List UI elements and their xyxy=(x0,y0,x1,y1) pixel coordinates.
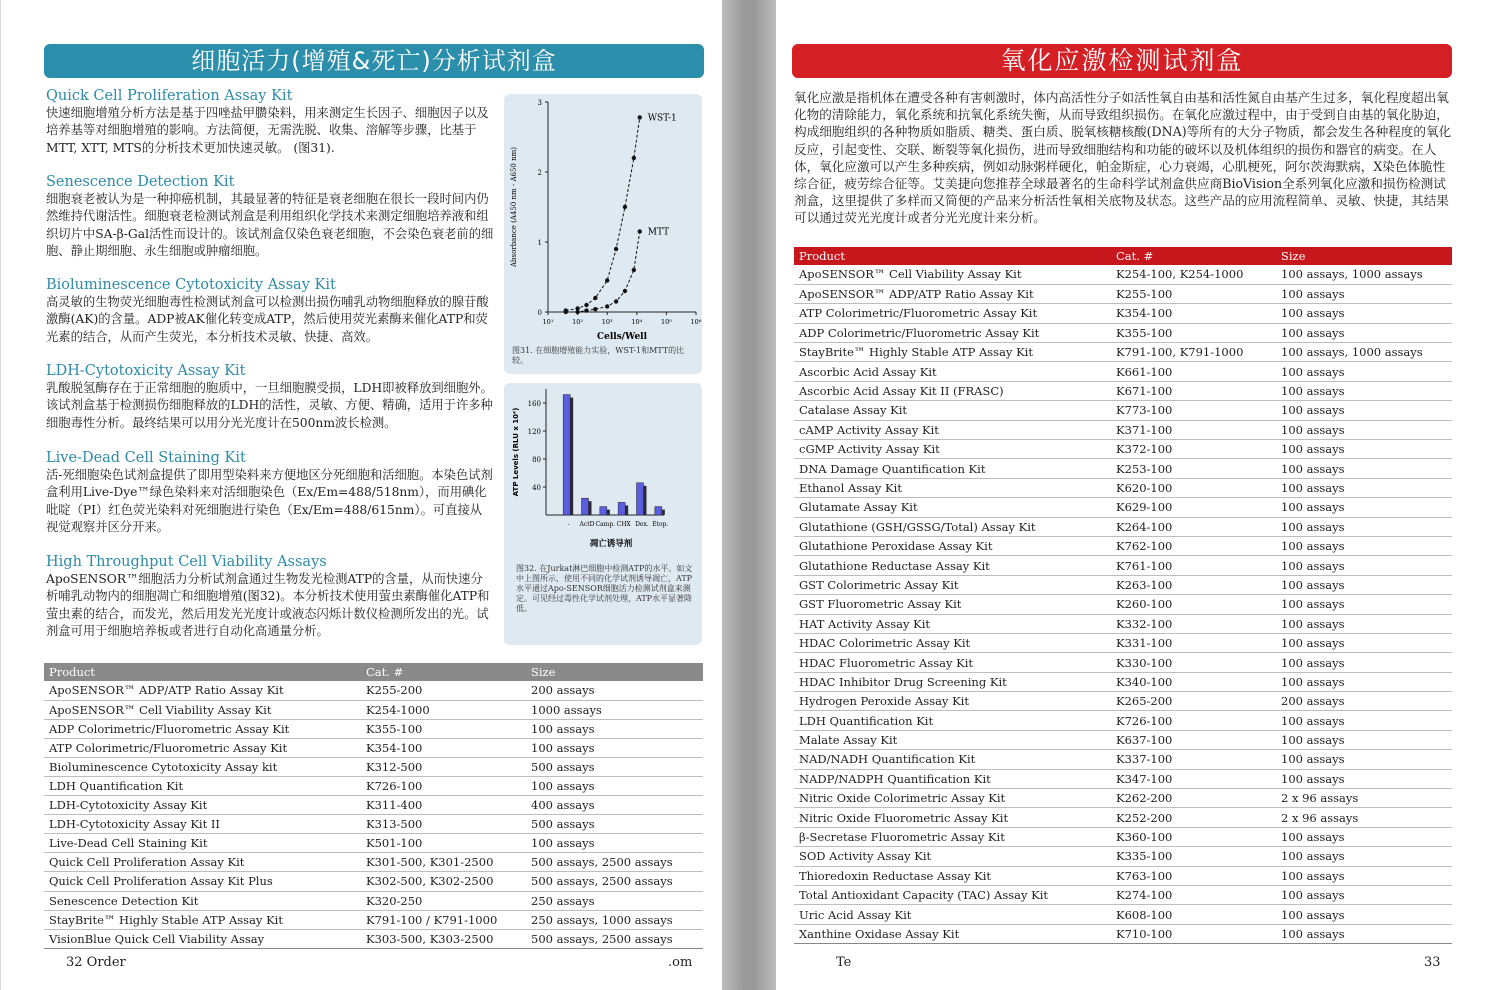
section-senescence xyxy=(46,173,494,260)
size-cell: 1000 assays xyxy=(526,700,703,719)
cat-cell: K372-100 xyxy=(1111,440,1276,459)
product-cell: Glutathione Reductase Assay Kit xyxy=(794,556,1111,575)
cat-cell: K264-100 xyxy=(1111,517,1276,536)
x-tick-label: 10¹ xyxy=(542,318,554,326)
size-cell: 100 assays xyxy=(526,834,703,853)
section-title: Bioluminescence Cytotoxicity Assay Kit xyxy=(46,277,336,293)
cat-cell: K763-100 xyxy=(1111,866,1276,885)
right-page xyxy=(776,0,1496,990)
table-row xyxy=(44,719,703,738)
table-row xyxy=(794,672,1452,691)
table-row xyxy=(794,459,1452,478)
data-point xyxy=(584,308,588,312)
size-cell: 100 assays xyxy=(1276,381,1452,400)
cat-cell: K355-100 xyxy=(1111,323,1276,342)
table-row xyxy=(794,323,1452,342)
product-cell: ADP Colorimetric/Fluorometric Assay Kit xyxy=(44,719,361,738)
cat-cell: K311-400 xyxy=(361,796,526,815)
y-tick-label: 80 xyxy=(532,456,541,464)
y-tick-label: 2 xyxy=(537,169,542,177)
table-row xyxy=(794,750,1452,769)
table-row xyxy=(794,653,1452,672)
data-point xyxy=(584,303,588,307)
data-point xyxy=(632,156,636,160)
size-cell: 200 assays xyxy=(526,681,703,700)
cat-cell: K629-100 xyxy=(1111,498,1276,517)
product-cell: ApoSENSOR™ ADP/ATP Ratio Assay Kit xyxy=(44,681,361,700)
size-cell: 500 assays xyxy=(526,757,703,776)
table-row xyxy=(794,304,1452,323)
table-row xyxy=(44,834,703,853)
x-tick-label: 10³ xyxy=(601,318,613,326)
size-cell: 250 assays, 1000 assays xyxy=(526,910,703,929)
cat-cell: K501-100 xyxy=(361,834,526,853)
table-row xyxy=(794,905,1452,924)
size-cell: 100 assays xyxy=(1276,905,1452,924)
table-row xyxy=(44,929,703,948)
table-row xyxy=(44,891,703,910)
section-title: Live-Dead Cell Staining Kit xyxy=(46,450,246,466)
size-cell: 100 assays xyxy=(1276,866,1452,885)
series-label: MTT xyxy=(647,227,670,238)
data-point xyxy=(564,310,568,314)
cat-cell: K254-1000 xyxy=(361,700,526,719)
section-bioluminescence xyxy=(46,276,494,346)
y-tick-label: 40 xyxy=(532,484,541,492)
section-body: 高灵敏的生物荧光细胞毒性检测试剂盒可以检测出损伤哺乳动物细胞释放的腺苷酸激酶(AK)的含量。ADP被AK催化转变成ATP，然后使用荧光素酶来催化ATP和荧光素的结合，从而产生荧光，本分析技术灵敏、快捷、高效。 xyxy=(46,295,489,344)
x-tick-label: 10⁵ xyxy=(660,318,672,326)
cat-cell: K312-500 xyxy=(361,757,526,776)
product-cell: HAT Activity Assay Kit xyxy=(794,614,1111,633)
table-row xyxy=(794,536,1452,555)
product-cell: Ethanol Assay Kit xyxy=(794,478,1111,497)
product-cell: GST Fluorometric Assay Kit xyxy=(794,595,1111,614)
size-cell: 100 assays xyxy=(526,719,703,738)
size-cell: 100 assays xyxy=(1276,420,1452,439)
cat-cell: K726-100 xyxy=(361,776,526,795)
page-gutter xyxy=(722,0,776,990)
cat-cell: K710-100 xyxy=(1111,924,1276,943)
cat-cell: K726-100 xyxy=(1111,711,1276,730)
cat-cell: K671-100 xyxy=(1111,381,1276,400)
table-row xyxy=(794,924,1452,943)
header-cat: Cat. # xyxy=(361,663,526,681)
cat-cell: K262-200 xyxy=(1111,789,1276,808)
table-row xyxy=(794,808,1452,827)
product-cell: HDAC Inhibitor Drug Screening Kit xyxy=(794,672,1111,691)
size-cell: 100 assays xyxy=(1276,323,1452,342)
product-cell: β-Secretase Fluorometric Assay Kit xyxy=(794,827,1111,846)
data-point xyxy=(605,278,609,282)
table-row xyxy=(794,633,1452,652)
header-size: Size xyxy=(1276,247,1452,265)
cat-cell: K354-100 xyxy=(1111,304,1276,323)
product-cell: Glutathione Peroxidase Assay Kit xyxy=(794,536,1111,555)
data-point xyxy=(623,205,627,209)
bar-Camp. xyxy=(600,507,607,515)
product-cell: StayBrite™ Highly Stable ATP Assay Kit xyxy=(44,910,361,929)
table-row xyxy=(44,796,703,815)
product-cell: VisionBlue Quick Cell Viability Assay xyxy=(44,929,361,948)
header-product: Product xyxy=(794,247,1111,265)
size-cell: 100 assays xyxy=(1276,362,1452,381)
category-label: CHX xyxy=(616,521,631,528)
cat-cell: K337-100 xyxy=(1111,750,1276,769)
size-cell: 100 assays xyxy=(1276,711,1452,730)
right-banner: 氧化应激检测试剂盒 xyxy=(792,44,1452,78)
table-row xyxy=(44,757,703,776)
product-cell: StayBrite™ Highly Stable ATP Assay Kit xyxy=(794,343,1111,362)
product-cell: SOD Activity Assay Kit xyxy=(794,847,1111,866)
footer-left-url: .om xyxy=(668,955,693,970)
table-row xyxy=(794,420,1452,439)
table-row xyxy=(794,478,1452,497)
size-cell: 100 assays xyxy=(1276,556,1452,575)
cat-cell: K274-100 xyxy=(1111,886,1276,905)
series-label: WST-1 xyxy=(647,113,677,124)
cat-cell: K265-200 xyxy=(1111,692,1276,711)
table-row xyxy=(44,872,703,891)
size-cell: 100 assays xyxy=(1276,614,1452,633)
footer-right-page-number: 33 xyxy=(1424,955,1441,970)
figure-32-caption: 图32. 在Jurkat淋巴细胞中检测ATP的水平。如文中上图所示，使用不同的化学试剂诱导凋亡，ATP水平通过Apo-SENSOR细胞活力检测试剂盒来测定。可见经过毒性化学试剂处理，ATP水平显著降低。 xyxy=(516,564,693,613)
category-label: Dex. xyxy=(635,521,649,528)
size-cell: 100 assays xyxy=(1276,498,1452,517)
table-row xyxy=(794,769,1452,788)
product-cell: Senescence Detection Kit xyxy=(44,891,361,910)
table-row xyxy=(44,738,703,757)
size-cell: 100 assays xyxy=(1276,924,1452,943)
table-header-row xyxy=(794,247,1452,265)
header-cat: Cat. # xyxy=(1111,247,1276,265)
size-cell: 500 assays, 2500 assays xyxy=(526,872,703,891)
x-tick-label: 10⁴ xyxy=(631,318,643,326)
left-edge xyxy=(0,0,1,990)
cat-cell: K313-500 xyxy=(361,815,526,834)
bar-- xyxy=(563,395,570,515)
size-cell: 100 assays xyxy=(1276,730,1452,749)
data-point xyxy=(632,268,636,272)
cat-cell: K263-100 xyxy=(1111,575,1276,594)
section-high-throughput xyxy=(46,553,494,640)
category-label: ActD xyxy=(579,521,595,528)
product-cell: Malate Assay Kit xyxy=(794,730,1111,749)
product-cell: Catalase Assay Kit xyxy=(794,401,1111,420)
product-cell: ATP Colorimetric/Fluorometric Assay Kit xyxy=(794,304,1111,323)
x-axis-label: 凋亡诱导剂 xyxy=(589,539,633,549)
size-cell: 100 assays xyxy=(1276,575,1452,594)
table-row xyxy=(794,498,1452,517)
cat-cell: K255-200 xyxy=(361,681,526,700)
table-row xyxy=(794,343,1452,362)
figure-31-box xyxy=(504,94,702,374)
product-cell: DNA Damage Quantification Kit xyxy=(794,459,1111,478)
bar-CHX xyxy=(618,502,625,515)
left-product-table xyxy=(44,663,703,949)
data-point xyxy=(638,229,642,233)
footer-left-page-number: 32 Order xyxy=(66,955,126,970)
right-product-table xyxy=(794,247,1452,944)
size-cell: 100 assays xyxy=(1276,595,1452,614)
table-row xyxy=(794,847,1452,866)
size-cell: 2 x 96 assays xyxy=(1276,808,1452,827)
size-cell: 100 assays, 1000 assays xyxy=(1276,265,1452,284)
table-row xyxy=(44,700,703,719)
section-title: Quick Cell Proliferation Assay Kit xyxy=(46,88,293,104)
table-row xyxy=(794,730,1452,749)
product-cell: ADP Colorimetric/Fluorometric Assay Kit xyxy=(794,323,1111,342)
cat-cell: K303-500, K303-2500 xyxy=(361,929,526,948)
cat-cell: K608-100 xyxy=(1111,905,1276,924)
product-cell: NAD/NADH Quantification Kit xyxy=(794,750,1111,769)
table-row xyxy=(794,362,1452,381)
cat-cell: K347-100 xyxy=(1111,769,1276,788)
product-cell: Nitric Oxide Colorimetric Assay Kit xyxy=(794,789,1111,808)
cat-cell: K320-250 xyxy=(361,891,526,910)
section-body: 乳酸脱氢酶存在于正常细胞的胞质中，一旦细胞膜受损，LDH即被释放到细胞外。该试剂盒基于检测损伤细胞释放的LDH的活性，灵敏、方便、精确，适用于许多种细胞毒性分析。最终结果可以用分光光度计在500nm波长检测。 xyxy=(46,381,493,430)
table-row xyxy=(794,575,1452,594)
table-row xyxy=(794,265,1452,284)
size-cell: 100 assays xyxy=(1276,284,1452,303)
y-tick-label: 3 xyxy=(537,99,542,107)
product-cell: Ascorbic Acid Assay Kit xyxy=(794,362,1111,381)
size-cell: 2 x 96 assays xyxy=(1276,789,1452,808)
table-row xyxy=(794,517,1452,536)
cat-cell: K360-100 xyxy=(1111,827,1276,846)
table-row xyxy=(794,401,1452,420)
bar-ActD xyxy=(582,498,589,515)
size-cell: 200 assays xyxy=(1276,692,1452,711)
product-cell: HDAC Fluorometric Assay Kit xyxy=(794,653,1111,672)
size-cell: 100 assays xyxy=(1276,886,1452,905)
cat-cell: K661-100 xyxy=(1111,362,1276,381)
size-cell: 100 assays, 1000 assays xyxy=(1276,343,1452,362)
table-row xyxy=(794,595,1452,614)
table-row xyxy=(794,556,1452,575)
product-cell: LDH-Cytotoxicity Assay Kit II xyxy=(44,815,361,834)
table-row xyxy=(794,284,1452,303)
product-cell: Live-Dead Cell Staining Kit xyxy=(44,834,361,853)
x-tick-label: 10⁶ xyxy=(690,318,702,326)
size-cell: 100 assays xyxy=(1276,769,1452,788)
product-cell: Hydrogen Peroxide Assay Kit xyxy=(794,692,1111,711)
section-title: LDH-Cytotoxicity Assay Kit xyxy=(46,363,246,379)
data-point xyxy=(575,310,579,314)
section-body: ApoSENSOR™细胞活力分析试剂盒通过生物发光检测ATP的含量，从而快速分析哺乳动物内的细胞凋亡和细胞增殖(图32)。本分析技术使用萤虫素酶催化ATP和萤虫素的结合，而发光，然后用发光光度计或液态闪烁计数仪检测所发出的光。试剂盒可用于细胞培养板或者进行自动化高通量分析。 xyxy=(46,572,490,638)
section-ldh xyxy=(46,362,494,432)
bar-Dex. xyxy=(637,483,644,515)
table-row xyxy=(44,910,703,929)
table-row xyxy=(794,381,1452,400)
size-cell: 100 assays xyxy=(1276,847,1452,866)
size-cell: 100 assays xyxy=(1276,633,1452,652)
product-cell: cAMP Activity Assay Kit xyxy=(794,420,1111,439)
footer-right-text: Te xyxy=(836,955,852,970)
product-cell: Ascorbic Acid Assay Kit II (FRASC) xyxy=(794,381,1111,400)
size-cell: 250 assays xyxy=(526,891,703,910)
table-row xyxy=(794,440,1452,459)
cat-cell: K355-100 xyxy=(361,719,526,738)
cat-cell: K254-100, K254-1000 xyxy=(1111,265,1276,284)
table-row xyxy=(794,711,1452,730)
y-axis-label: ATP Levels (RLU x 10⁴) xyxy=(512,407,520,497)
cat-cell: K301-500, K301-2500 xyxy=(361,853,526,872)
product-cell: LDH Quantification Kit xyxy=(44,776,361,795)
series-line-mtt xyxy=(566,232,640,313)
product-cell: ApoSENSOR™ Cell Viability Assay Kit xyxy=(44,700,361,719)
size-cell: 100 assays xyxy=(1276,827,1452,846)
category-label: Camp. xyxy=(595,521,616,528)
size-cell: 100 assays xyxy=(1276,401,1452,420)
product-cell: GST Colorimetric Assay Kit xyxy=(794,575,1111,594)
cat-cell: K252-200 xyxy=(1111,808,1276,827)
product-cell: Glutathione (GSH/GSSG/Total) Assay Kit xyxy=(794,517,1111,536)
section-body: 活-死细胞染色试剂盒提供了即用型染料来方便地区分死细胞和活细胞。本染色试剂盒利用Live-Dye™绿色染料来对活细胞染色（Ex/Em=488/518nm），而用碘化吡啶（PI）红色荧光染料对死细胞进行染色（Ex/Em=488/615nm）。可直接从视觉观察并区分开来。 xyxy=(46,468,493,534)
section-title: High Throughput Cell Viability Assays xyxy=(46,554,327,570)
product-cell: HDAC Colorimetric Assay Kit xyxy=(794,633,1111,652)
data-point xyxy=(638,115,642,119)
size-cell: 500 assays xyxy=(526,815,703,834)
section-body: 细胞衰老被认为是一种抑癌机制，其最显著的特征是衰老细胞在很长一段时间内仍然维持代谢活性。细胞衰老检测试剂盒是利用组织化学技术来测定细胞培养液和组织切片中SA-β-Gal活性而设计的。该试剂盒仅染色衰老细胞，不会染色衰老前的细胞、静止期细胞、永生细胞或肿瘤细胞。 xyxy=(46,192,494,258)
table-row xyxy=(794,614,1452,633)
product-cell: Uric Acid Assay Kit xyxy=(794,905,1111,924)
product-cell: LDH-Cytotoxicity Assay Kit xyxy=(44,796,361,815)
header-product: Product xyxy=(44,663,361,681)
figure-32-chart xyxy=(504,383,702,558)
figure-32-box xyxy=(504,383,702,645)
table-row xyxy=(44,681,703,700)
product-cell: Thioredoxin Reductase Assay Kit xyxy=(794,866,1111,885)
cat-cell: K762-100 xyxy=(1111,536,1276,555)
table-row xyxy=(794,692,1452,711)
size-cell: 100 assays xyxy=(1276,459,1452,478)
size-cell: 100 assays xyxy=(1276,440,1452,459)
product-cell: LDH Quantification Kit xyxy=(794,711,1111,730)
y-tick-label: 160 xyxy=(527,400,541,408)
size-cell: 400 assays xyxy=(526,796,703,815)
cat-cell: K791-100, K791-1000 xyxy=(1111,343,1276,362)
cat-cell: K260-100 xyxy=(1111,595,1276,614)
y-tick-label: 0 xyxy=(537,309,542,317)
size-cell: 500 assays, 2500 assays xyxy=(526,929,703,948)
cat-cell: K371-100 xyxy=(1111,420,1276,439)
header-size: Size xyxy=(526,663,703,681)
bar-Etop. xyxy=(655,507,662,515)
size-cell: 100 assays xyxy=(1276,304,1452,323)
cat-cell: K354-100 xyxy=(361,738,526,757)
size-cell: 100 assays xyxy=(1276,653,1452,672)
cat-cell: K761-100 xyxy=(1111,556,1276,575)
product-cell: Quick Cell Proliferation Assay Kit Plus xyxy=(44,872,361,891)
table-row xyxy=(794,886,1452,905)
left-banner: 细胞活力(增殖&死亡)分析试剂盒 xyxy=(44,44,704,78)
table-header-row xyxy=(44,663,703,681)
category-label: Etop. xyxy=(652,521,669,528)
table-row xyxy=(794,827,1452,846)
cat-cell: K332-100 xyxy=(1111,614,1276,633)
y-tick-label: 120 xyxy=(527,428,541,436)
size-cell: 100 assays xyxy=(526,738,703,757)
y-axis-label: Absorbance (A450 nm - A650 nm) xyxy=(510,147,518,267)
data-point xyxy=(605,304,609,308)
right-intro-text: 氧化应激是指机体在遭受各种有害刺激时，体内高活性分子如活性氧自由基和活性氮自由基产生过多，氧化程度超出氧化物的清除能力，氧化系统和抗氧化系统失衡，从而导致组织损伤。在氧化应激过程中，由于受到自由基的氧化胁迫，构成细胞组织的各种物质如脂质、糖类、蛋白质、脱氧核糖核酸(DNA)等所有的大分子物质，都会发生各种程度的氧化反应，引起变性、交联、断裂等氧化损伤，进而导致细胞结构和功能的破坏以及机体组织的损伤和器官的病变。在人体，氧化应激可以产生多种疾病，例如动脉粥样硬化，帕金斯症，心力衰竭，心肌梗死，阿尔茨海默病，X染色体脆性综合征，疲劳综合征等。艾美捷向您推荐全球最著名的生命科学试剂盒供应商BioVision全系列氧化应激和损伤检测试剂盒，这里提供了多样而又简便的产品来分析活性氧相关底物及状态。这些产品的应用流程简单、灵敏、快捷，其结果可以通过荧光光度计或者分光光度计来分析。 xyxy=(794,90,1452,226)
size-cell: 500 assays, 2500 assays xyxy=(526,853,703,872)
cat-cell: K340-100 xyxy=(1111,672,1276,691)
y-tick-label: 1 xyxy=(537,239,542,247)
product-cell: Nitric Oxide Fluorometric Assay Kit xyxy=(794,808,1111,827)
left-page xyxy=(0,0,722,990)
x-axis-label: Cells/Well xyxy=(596,332,648,342)
cat-cell: K637-100 xyxy=(1111,730,1276,749)
size-cell: 100 assays xyxy=(526,776,703,795)
size-cell: 100 assays xyxy=(1276,478,1452,497)
product-cell: ATP Colorimetric/Fluorometric Assay Kit xyxy=(44,738,361,757)
size-cell: 100 assays xyxy=(1276,750,1452,769)
figure-31-chart xyxy=(504,94,702,344)
size-cell: 100 assays xyxy=(1276,672,1452,691)
table-row xyxy=(44,776,703,795)
x-tick-label: 10² xyxy=(572,318,584,326)
table-row xyxy=(44,815,703,834)
section-live-dead xyxy=(46,449,494,536)
product-cell: Xanthine Oxidase Assay Kit xyxy=(794,924,1111,943)
cat-cell: K791-100 / K791-1000 xyxy=(361,910,526,929)
cat-cell: K330-100 xyxy=(1111,653,1276,672)
product-cell: cGMP Activity Assay Kit xyxy=(794,440,1111,459)
data-point xyxy=(593,296,597,300)
cat-cell: K253-100 xyxy=(1111,459,1276,478)
data-point xyxy=(614,299,618,303)
cat-cell: K773-100 xyxy=(1111,401,1276,420)
cat-cell: K255-100 xyxy=(1111,284,1276,303)
section-title: Senescence Detection Kit xyxy=(46,174,235,190)
cat-cell: K335-100 xyxy=(1111,847,1276,866)
section-quick-cell xyxy=(46,87,494,157)
product-cell: Glutamate Assay Kit xyxy=(794,498,1111,517)
product-cell: ApoSENSOR™ ADP/ATP Ratio Assay Kit xyxy=(794,284,1111,303)
table-row xyxy=(44,853,703,872)
category-label: - xyxy=(567,521,570,528)
product-cell: Bioluminescence Cytotoxicity Assay kit xyxy=(44,757,361,776)
size-cell: 100 assays xyxy=(1276,536,1452,555)
section-body: 快速细胞增殖分析方法是基于四唑盐甲臜染料，用来测定生长因子、细胞因子以及培养基等对细胞增殖的影响。方法简便，无需洗脱、收集、溶解等步骤，比基于MTT, XTT, MTS的分析技术更加快速灵敏。 (图31). xyxy=(46,106,489,155)
size-cell: 100 assays xyxy=(1276,517,1452,536)
product-cell: Total Antioxidant Capacity (TAC) Assay Kit xyxy=(794,886,1111,905)
table-row xyxy=(794,866,1452,885)
data-point xyxy=(593,307,597,311)
cat-cell: K302-500, K302-2500 xyxy=(361,872,526,891)
product-cell: NADP/NADPH Quantification Kit xyxy=(794,769,1111,788)
cat-cell: K620-100 xyxy=(1111,478,1276,497)
data-point xyxy=(623,289,627,293)
product-cell: ApoSENSOR™ Cell Viability Assay Kit xyxy=(794,265,1111,284)
data-point xyxy=(614,247,618,251)
product-cell: Quick Cell Proliferation Assay Kit xyxy=(44,853,361,872)
table-row xyxy=(794,789,1452,808)
figure-31-caption: 图31. 在细胞增殖能力实验，WST-1和MTT的比较。 xyxy=(512,346,685,365)
cat-cell: K331-100 xyxy=(1111,633,1276,652)
